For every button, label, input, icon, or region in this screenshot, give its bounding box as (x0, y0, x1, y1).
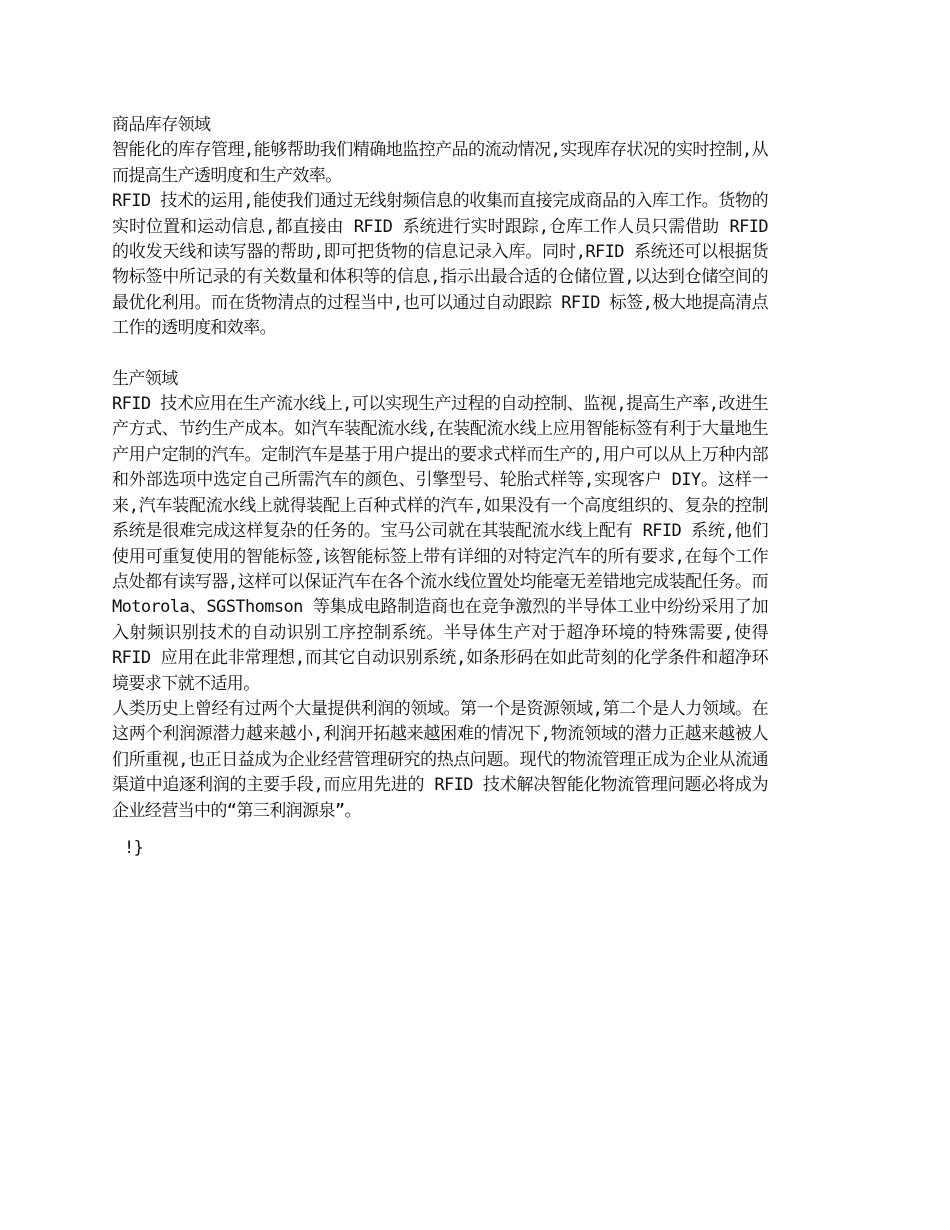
paragraph: 智能化的库存管理,能够帮助我们精确地监控产品的流动情况,实现库存状况的实时控制,从而提高生产透明度和生产效率。 (112, 140, 768, 186)
paragraph: RFID 技术的运用,能使我们通过无线射频信息的收集而直接完成商品的入库工作。货物的实时位置和运动信息,都直接由 RFID 系统进行实时跟踪,仓库工作人员只需借助 RFID 的收发天线和读写器的帮助,即可把货物的信息记录入库。同时,RFID 系统还可以根据货物标签中所记录的有关数量和体积等的信息,指示出最合适的仓储位置,以达到仓储空间的最优化利用。而在货物清点的过程当中,也可以通过自动跟踪 RFID 标签,极大地提高清点工作的透明度和效率。 (112, 191, 768, 339)
section-production (112, 367, 768, 824)
paragraph: 人类历史上曾经有过两个大量提供利润的领域。第一个是资源领域,第二个是人力领域。在这两个利润源潜力越来越小,利润开拓越来越困难的情况下,物流领域的潜力正越来越被人们所重视,也正日益成为企业经营管理研究的热点问题。现代的物流管理正成为企业从流通渠道中追逐利润的主要手段,而应用先进的 RFID 技术解决智能化物流管理问题必将成为企业经营当中的“第三利润源泉”。 (112, 698, 768, 821)
section-spacer (112, 342, 768, 367)
section-heading-production: 生产领域 (112, 368, 178, 389)
paragraph: RFID 技术应用在生产流水线上,可以实现生产过程的自动控制、监视,提高生产率,改进生产方式、节约生产成本。如汽车装配流水线,在装配流水线上应用智能标签有利于大量地生产用户定制的汽车。定制汽车是基于用户提出的要求式样而生产的,用户可以从上万种内部和外部选项中选定自己所需汽车的颜色、引擎型号、轮胎式样等,实现客户 DIY。这样一来,汽车装配流水线上就得装配上百种式样的汽车,如果没有一个高度组织的、复杂的控制系统是很难完成这样复杂的任务的。宝马公司就在其装配流水线上配有 RFID 系统,他们使用可重复使用的智能标签,该智能标签上带有详细的对特定汽车的所有要求,在每个工作点处都有读写器,这样可以保证汽车在各个流水线位置处均能毫无差错地完成装配任务。而 Motorola、SGSThomson 等集成电路制造商也在竞争激烈的半导体工业中纷纷采用了加入射频识别技术的自动识别工序控制系统。半导体生产对于超净环境的特殊需要,使得 RFID 应用在此非常理想,而其它自动识别系统,如条形码在如此苛刻的化学条件和超净环境要求下就不适用。 (112, 394, 768, 694)
stray-text: !} (124, 837, 144, 858)
section-heading-inventory: 商品库存领域 (112, 115, 211, 135)
section-inventory (112, 113, 768, 342)
document-page (112, 113, 768, 861)
